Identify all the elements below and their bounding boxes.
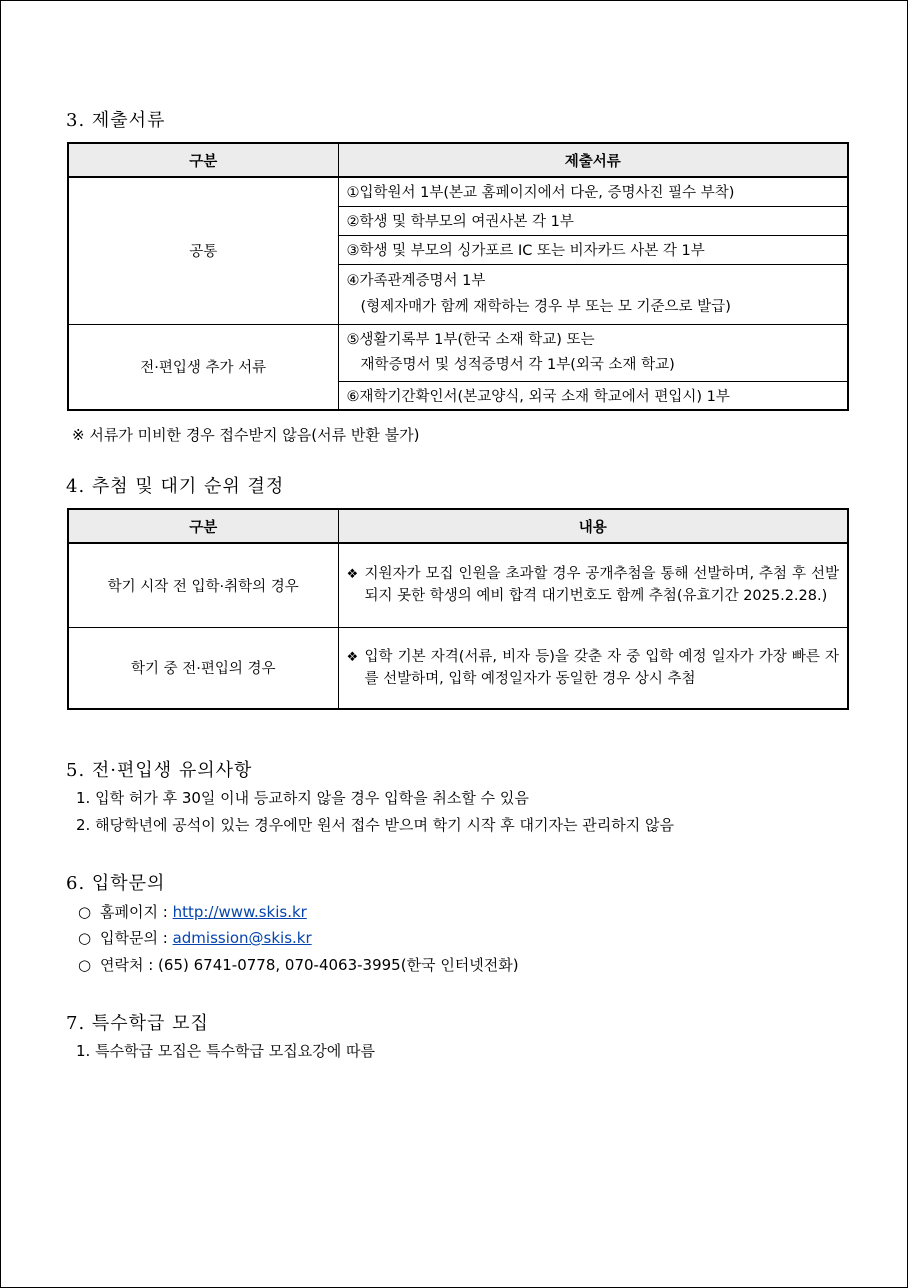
circle-bullet-icon: ○ (78, 903, 92, 921)
header-category: 구분 (68, 143, 338, 177)
document-item-line: ⑤생활기록부 1부(한국 소재 학교) 또는 (346, 331, 595, 348)
homepage-item (78, 901, 307, 922)
phone-text: 연락처 : (65) 6741-0778, 070-4063-3995(한국 인터넷전화) (100, 956, 519, 974)
document-item-subline: 재학증명서 및 성적증명서 각 1부(외국 소재 학교) (360, 356, 675, 373)
homepage-label: 홈페이지 : (100, 903, 168, 921)
document-item-line: ④가족관계증명서 1부 (346, 273, 486, 289)
document-item: ③학생 및 부모의 싱가포르 IC 또는 비자카드 사본 각 1부 (338, 235, 848, 264)
documents-table (67, 142, 849, 411)
circle-bullet-icon: ○ (78, 956, 92, 974)
notice-item: 1. 입학 허가 후 30일 이내 등교하지 않을 경우 입학을 취소할 수 있음 (76, 789, 529, 807)
diamond-bullet-icon: ❖ (346, 567, 359, 583)
row-category: 학기 시작 전 입학·취학의 경우 (68, 543, 338, 627)
homepage-link[interactable]: http://www.skis.kr (172, 903, 307, 921)
email-link[interactable]: admission@skis.kr (172, 929, 312, 947)
lottery-table (67, 508, 849, 710)
group-common-label: 공통 (68, 177, 338, 324)
header-content: 내용 (338, 509, 848, 543)
documents-note: ※ 서류가 미비한 경우 접수받지 않음(서류 반환 불가) (72, 426, 420, 444)
header-documents: 제출서류 (338, 143, 848, 177)
notice-item: 2. 해당학년에 공석이 있는 경우에만 원서 접수 받으며 학기 시작 후 대기자는 관리하지 않음 (76, 816, 674, 834)
section-5-title: 5. 전·편입생 유의사항 (66, 760, 253, 781)
header-category: 구분 (68, 509, 338, 543)
row-content (338, 543, 848, 627)
section-3-title: 3. 제출서류 (66, 110, 166, 131)
document-item: ⑥재학기간확인서(본교양식, 외국 소재 학교에서 편입시) 1부 (338, 381, 848, 410)
document-item: ②학생 및 학부모의 여권사본 각 1부 (338, 206, 848, 235)
section-7-title: 7. 특수학급 모집 (66, 1013, 209, 1034)
contact-label: 입학문의 : (100, 929, 168, 947)
document-item-subline: (형제자매가 함께 재학하는 경우 부 또는 모 기준으로 발급) (360, 299, 731, 315)
row-content-text: 지원자가 모집 인원을 초과할 경우 공개추첨을 통해 선발하며, 추첨 후 선발되지 못한 학생의 예비 합격 대기번호도 함께 추첨(유효기간 2025.2.28.) (364, 566, 839, 605)
phone-item (78, 954, 519, 975)
circle-bullet-icon: ○ (78, 929, 92, 947)
document-item (338, 324, 848, 381)
row-category: 학기 중 전·편입의 경우 (68, 627, 338, 709)
contact-item (78, 927, 312, 948)
document-item (338, 264, 848, 324)
special-class-item: 1. 특수학급 모집은 특수학급 모집요강에 따름 (76, 1042, 375, 1060)
section-4-title: 4. 추첨 및 대기 순위 결정 (66, 476, 285, 497)
diamond-bullet-icon: ❖ (346, 649, 359, 665)
section-6-title: 6. 입학문의 (66, 873, 166, 894)
row-content-text: 입학 기본 자격(서류, 비자 등)을 갖춘 자 중 입학 예정 일자가 가장 빠른 자를 선발하며, 입학 예정일자가 동일한 경우 상시 추첨 (364, 648, 839, 687)
document-item: ①입학원서 1부(본교 홈페이지에서 다운, 증명사진 필수 부착) (338, 177, 848, 206)
row-content (338, 627, 848, 709)
group-transfer-label: 전·편입생 추가 서류 (68, 324, 338, 410)
